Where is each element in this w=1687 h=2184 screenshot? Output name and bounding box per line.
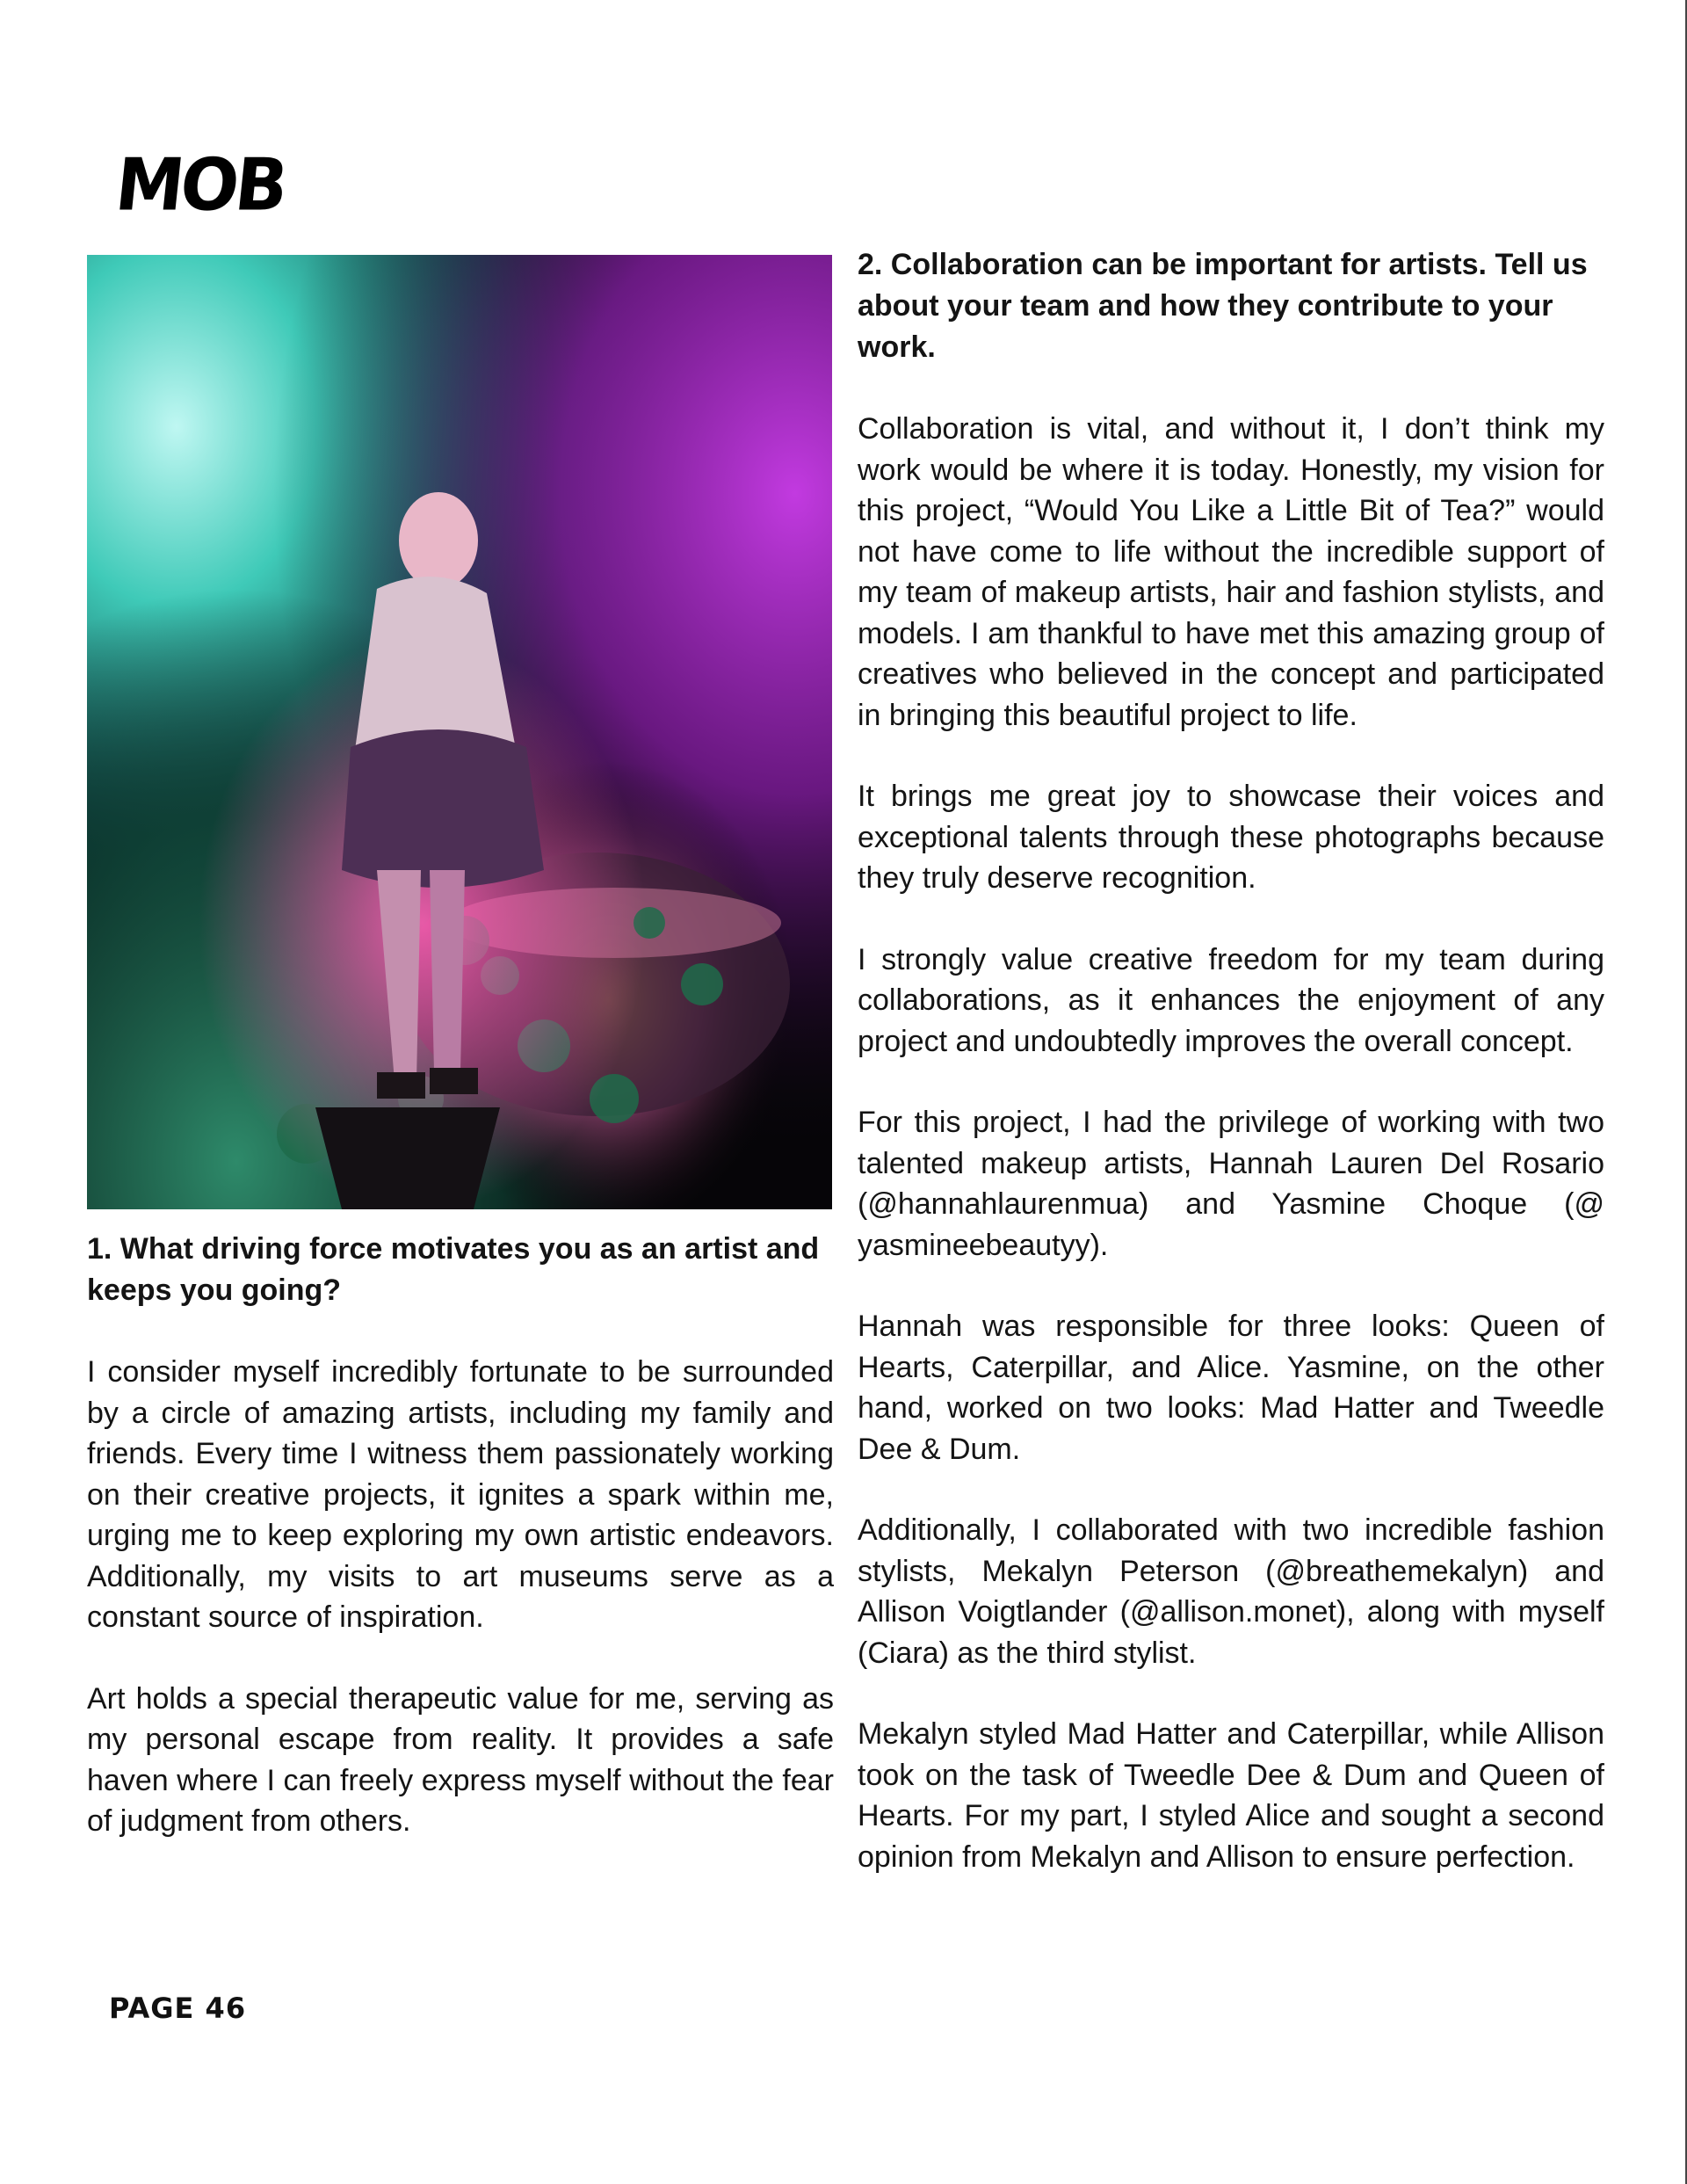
- right-paragraph-3: I strongly value creative freedom for my team during collaborations, as it enhances the enjoyment of any project and undoubtedly improves the overall concept.: [858, 942, 1604, 1058]
- right-paragraph-4: For this project, I had the privilege of working with two talented makeup artists, Hannah Lauren Del Rosario (@hannahlaurenmua) and Yasmine Choque (@ yasmineebeautyy).: [858, 1106, 1604, 1262]
- right-paragraph-5: Hannah was responsible for three looks: Queen of Hearts, Caterpillar, and Alice. Yasmine, on the other hand, worked on two looks: Mad Hatter and Tweedle Dee & Dum.: [858, 1310, 1604, 1466]
- right-paragraph-2: It brings me great joy to showcase their voices and exceptional talents through these photographs because they truly deserve recognition.: [858, 780, 1604, 895]
- editorial-photo: [87, 255, 832, 1209]
- magazine-logo: MOB: [112, 143, 289, 228]
- page-number: PAGE 46: [109, 1992, 247, 2025]
- left-paragraph-1: I consider myself incredibly fortunate to be surrounded by a circle of amazing artists, including my family and friends. Every time I witness them passionately working on their creative projects, it ignites a spark within me, urging me to keep exploring my own artistic endeavors. Additionally, my visits to art museums serve as a constant source of inspiration.: [87, 1355, 834, 1634]
- photo-image: [87, 255, 832, 1209]
- question-one: 1. What driving force motivates you as an artist and keeps you going?: [87, 1232, 820, 1307]
- right-paragraph-6: Additionally, I collaborated with two incredible fashion stylists, Mekalyn Peterson (@breathemekalyn) and Allison Voigtlander (@allison.monet), along with myself (Ciara) as the third stylist.: [858, 1513, 1604, 1670]
- right-paragraph-7: Mekalyn styled Mad Hatter and Caterpillar, while Allison took on the task of Tweedle Dee & Dum and Queen of Hearts. For my part, I styled Alice and sought a second opinion from Mekalyn and Allison to ensure perfection.: [858, 1717, 1604, 1874]
- right-column: [858, 244, 1604, 1877]
- left-paragraph-2: Art holds a special therapeutic value for me, serving as my personal escape from reality. It provides a safe haven where I can freely express myself without the fear of judgment from others.: [87, 1681, 834, 1838]
- right-paragraph-1: Collaboration is vital, and without it, I don’t think my work would be where it is today. Honestly, my vision for this project, “Would You Like a Little Bit of Tea?” would not have come to life without the incredible support of my team of makeup artists, hair and fashion stylists, and models. I am thankful to have met this amazing group of creatives who believed in the concept and participated in bringing this beautiful project to life.: [858, 412, 1604, 732]
- left-column: [87, 1229, 834, 1842]
- question-two: 2. Collaboration can be important for artists. Tell us about your team and how they contribute to your work.: [858, 248, 1588, 364]
